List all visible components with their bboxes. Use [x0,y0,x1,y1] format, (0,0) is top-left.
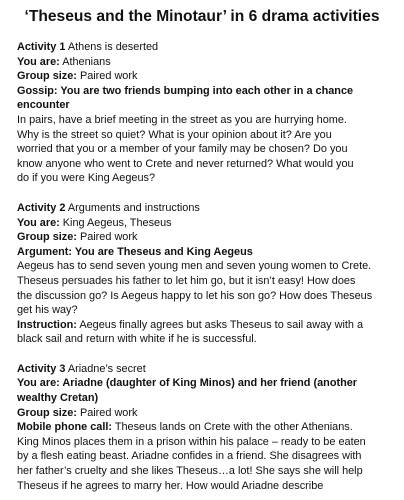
phone-call-label: Mobile phone call: [17,421,112,434]
activity-3-body-line: by a flesh eating beast. Ariadne confides in a friend. She disagrees with [17,450,362,463]
activity-2-instruction-cont: black sail and return with white if he is successful. [17,333,257,346]
activity-2-instruction [17,318,401,333]
activity-3-body-line: King Minos places them in a prison within his palace – ready to be eaten [17,435,366,448]
section-spacer [17,186,401,201]
activity-1-gossip [17,84,401,99]
group-size-label: Group size: [17,231,77,244]
activity-2-argument [17,245,401,260]
activity-1-body-line: Why is the street so quiet? What is your opinion about it? Are you [17,128,332,141]
activity-1-body-line: In pairs, have a brief meeting in the street as you are hurrying home. [17,113,347,126]
activity-1-section [17,40,401,186]
activity-1-body-line: know anyone who went to Crete and never returned? What would you [17,157,354,170]
section-spacer [17,347,401,362]
activity-1-gossip-cont: encounter [17,99,70,112]
activity-2-group-size [17,230,401,245]
gossip-text: You are two friends bumping into each other in a chance [60,84,354,97]
argument-label: Argument: [17,245,73,258]
phone-call-text: Theseus lands on Crete with the other Athenians. [114,421,353,434]
activity-2-body-line: the discussion go? Is Aegeus happy to let his son go? How does Theseus [17,289,373,302]
activity-2-heading [17,201,401,216]
group-size-value: Paired work [79,231,138,244]
activity-3-name: Ariadne’s secret [67,362,146,375]
activity-3-group-size [17,406,401,421]
group-size-label: Group size: [17,406,77,419]
activity-2-you-are [17,216,401,231]
you-are-value: Ariadne (daughter of King Minos) and her friend (another [62,377,358,390]
activity-2-label: Activity 2 [17,201,66,214]
activity-1-body-line: worried that you or a member of your family may be chosen? Do you [17,143,348,156]
you-are-label: You are: [17,216,60,229]
activity-3-you-are-cont: wealthy Cretan) [17,392,99,405]
activity-3-you-are [17,376,401,391]
you-are-value: King Aegeus, Theseus [62,216,172,229]
activity-3-section [17,362,401,493]
activity-3-body-line: Theseus if he agrees to marry her. How would Ariadne describe [17,479,324,492]
you-are-label: You are: [17,377,60,390]
activity-1-body-line: do if you were King Aegeus? [17,172,156,185]
activity-1-heading [17,40,401,55]
activity-1-label: Activity 1 [17,41,66,53]
activity-2-body-line: get his way? [17,304,78,317]
group-size-value: Paired work [79,406,138,419]
group-size-label: Group size: [17,70,77,83]
instruction-label: Instruction: [17,318,77,331]
activity-3-label: Activity 3 [17,362,66,375]
page-title: ‘Theseus and the Minotaur’ in 6 drama activities [24,8,380,25]
activity-3-body-line: her father’s cruelty and she likes Theseus…a lot! She says she will help [17,465,363,478]
argument-text: You are Theseus and King Aegeus [74,245,253,258]
activity-2-name: Arguments and instructions [67,201,200,214]
you-are-label: You are: [17,55,60,68]
activity-2-body-line: Aegeus has to send seven young men and seven young women to Crete. [17,260,372,273]
activity-3-heading [17,362,401,377]
activity-2-section [17,201,401,347]
group-size-value: Paired work [79,70,138,83]
activity-2-body-line: Theseus persuades his father to let him go, but it isn’t easy! How does [17,274,356,287]
document-body [17,40,401,493]
you-are-value: Athenians [62,55,111,68]
gossip-label: Gossip: [17,84,58,97]
activity-1-name: Athens is deserted [67,41,159,53]
activity-1-you-are [17,55,401,70]
activity-3-phone-call [17,420,401,435]
activity-1-group-size [17,69,401,84]
instruction-text: Aegeus finally agrees but asks Theseus to sail away with a [79,318,364,331]
